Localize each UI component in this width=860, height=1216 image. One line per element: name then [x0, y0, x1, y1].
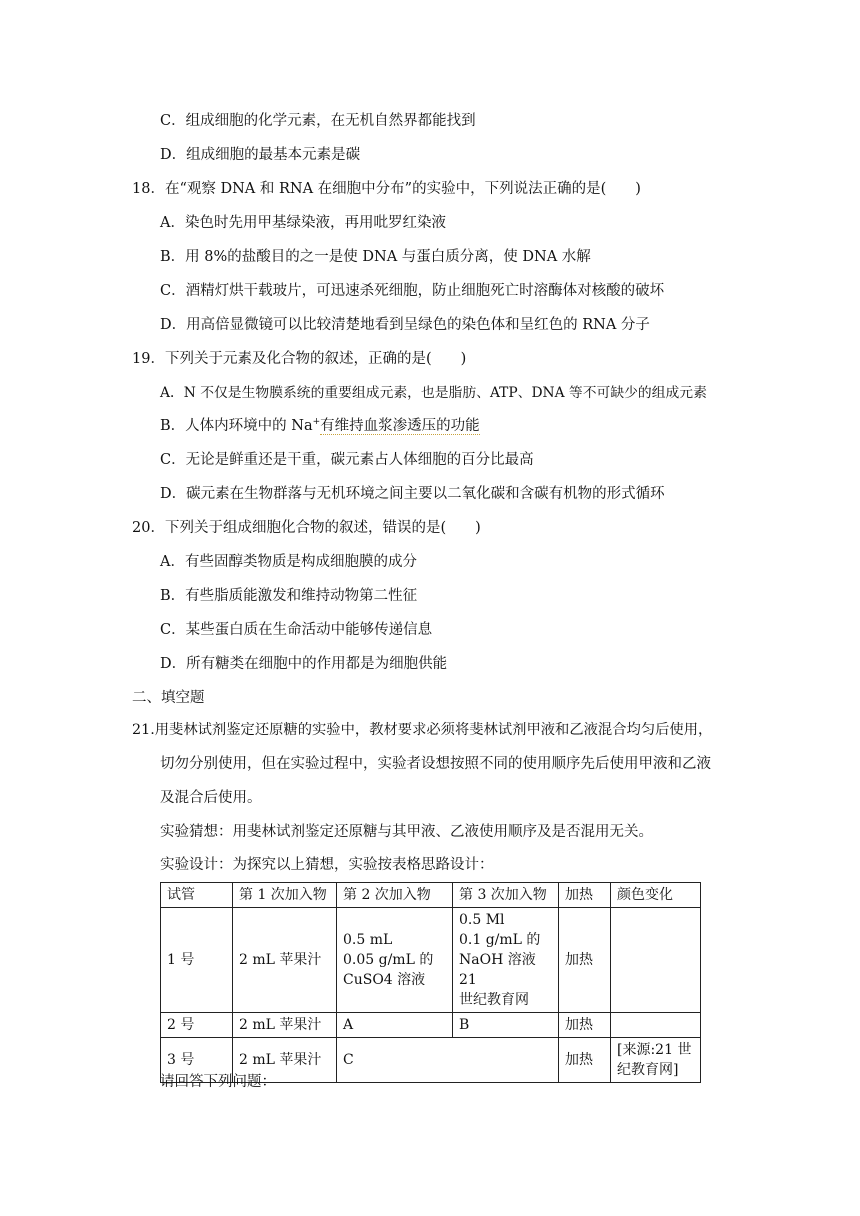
- table-cell-color: [611, 1038, 701, 1083]
- table-cell-second: A: [337, 1013, 453, 1038]
- q18-option-b: B．用 8%的盐酸目的之一是使 DNA 与蛋白质分离，使 DNA 水解: [160, 249, 591, 265]
- q19-option-b-post: 有维持血浆渗透压的功能: [320, 418, 480, 434]
- q21-design: 实验设计：为探究以上猜想，实验按表格思路设计：: [160, 857, 494, 873]
- table-cell-first: 2 mL 苹果汁: [233, 1038, 337, 1083]
- table-row: [161, 908, 701, 1013]
- cell-line: 纪教育网]: [617, 1062, 679, 1078]
- cell-line: [来源:21 世: [617, 1042, 692, 1058]
- table-cell-heat: 加热: [559, 908, 611, 1013]
- experiment-table: [160, 882, 701, 1083]
- table-cell-tube: 2 号: [161, 1013, 233, 1038]
- table-cell-heat: 加热: [559, 1038, 611, 1083]
- cell-line: 0.5 Ml: [459, 912, 505, 928]
- q21-stem-line-3: 及混合后使用。: [160, 790, 262, 806]
- q20-stem: 20．下列关于组成细胞化合物的叙述，错误的是( ): [132, 520, 481, 536]
- q19-option-c: C．无论是鲜重还是干重，碳元素占人体细胞的百分比最高: [160, 452, 534, 468]
- q19-stem: 19．下列关于元素及化合物的叙述，正确的是( ): [132, 351, 467, 367]
- table-row: [161, 1013, 701, 1038]
- sodium-ion-charge: +: [312, 417, 321, 428]
- cell-line: 0.1 g/mL 的: [459, 932, 541, 948]
- table-cell-second-merged: C: [337, 1038, 559, 1083]
- table-header-cell: 第 3 次加入物: [453, 883, 559, 908]
- table-header-cell: 颜色变化: [611, 883, 701, 908]
- q19-option-b-pre: B．人体内环境中的 Na: [160, 418, 313, 434]
- table-cell-tube: 3 号: [161, 1038, 233, 1083]
- cell-line: CuSO4 溶液: [343, 972, 426, 988]
- table-cell-color: [611, 1013, 701, 1038]
- table-cell-third: [453, 908, 559, 1013]
- q20-option-a: A．有些固醇类物质是构成细胞膜的成分: [160, 554, 417, 570]
- table-cell-color: [611, 908, 701, 1013]
- table-cell-second: [337, 908, 453, 1013]
- q20-option-b: B．有些脂质能激发和维持动物第二性征: [160, 588, 418, 604]
- table-cell-first: 2 mL 苹果汁: [233, 908, 337, 1013]
- table-cell-tube: 1 号: [161, 908, 233, 1013]
- cell-line: 0.05 g/mL 的: [343, 952, 434, 968]
- q17-option-c: C．组成细胞的化学元素，在无机自然界都能找到: [160, 113, 476, 129]
- q21-prompt: 请回答下列问题：: [160, 1074, 276, 1090]
- q18-option-a: A．染色时先用甲基绿染液，再用吡罗红染液: [160, 215, 446, 231]
- q19-option-b: [160, 416, 480, 436]
- q18-option-d: D．用高倍显微镜可以比较清楚地看到呈绿色的染色体和呈红色的 RNA 分子: [160, 317, 650, 333]
- q19-option-d: D．碳元素在生物群落与无机环境之间主要以二氧化碳和含碳有机物的形式循环: [160, 486, 665, 502]
- q21-stem-line-1: 21.用斐林试剂鉴定还原糖的实验中，教材要求必须将斐林试剂甲液和乙液混合均匀后使用，: [132, 722, 713, 738]
- table-header-cell: 第 2 次加入物: [337, 883, 453, 908]
- cell-line: 世纪教育网: [459, 992, 529, 1008]
- table-header-cell: 试管: [161, 883, 233, 908]
- q21-hypothesis: 实验猜想：用斐林试剂鉴定还原糖与其甲液、乙液使用顺序及是否混用无关。: [160, 824, 653, 840]
- cell-line: 0.5 mL: [343, 932, 393, 948]
- table-cell-third: B: [453, 1013, 559, 1038]
- q21-stem-line-2: 切勿分别使用，但在实验过程中，实验者设想按照不同的使用顺序先后使用甲液和乙液: [160, 756, 711, 772]
- cell-line: NaOH 溶液 21: [459, 952, 536, 988]
- table-header-cell: 加热: [559, 883, 611, 908]
- section-heading-fill-in: 二、填空题: [132, 690, 205, 706]
- table-header-cell: 第 1 次加入物: [233, 883, 337, 908]
- table-cell-heat: 加热: [559, 1013, 611, 1038]
- q20-option-c: C．某些蛋白质在生命活动中能够传递信息: [160, 622, 433, 638]
- q20-option-d: D．所有糖类在细胞中的作用都是为细胞供能: [160, 656, 448, 672]
- table-cell-first: 2 mL 苹果汁: [233, 1013, 337, 1038]
- q18-option-c: C．酒精灯烘干载玻片，可迅速杀死细胞，防止细胞死亡时溶酶体对核酸的破坏: [160, 283, 665, 299]
- q17-option-d: D．组成细胞的最基本元素是碳: [160, 147, 361, 163]
- q18-stem: 18．在“观察 DNA 和 RNA 在细胞中分布”的实验中，下列说法正确的是( ): [132, 181, 641, 197]
- table-header-row: [161, 883, 701, 908]
- q19-option-a: A．N 不仅是生物膜系统的重要组成元素，也是脂肪、ATP、DNA 等不可缺少的组成元素: [160, 385, 707, 401]
